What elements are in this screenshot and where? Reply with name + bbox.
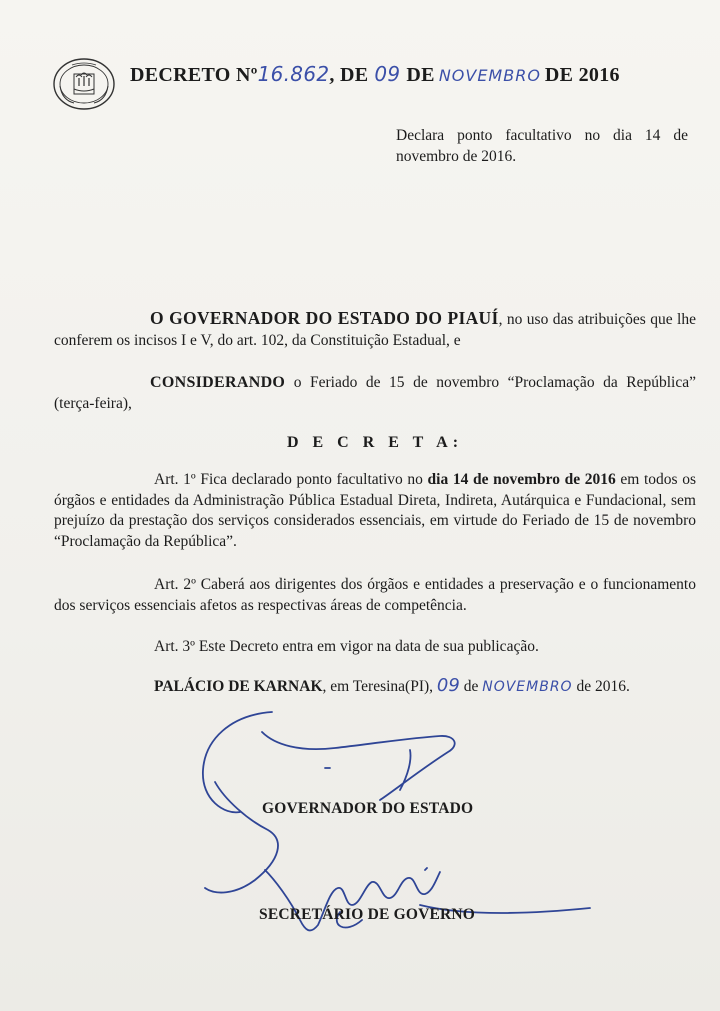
article-3 — [54, 637, 696, 658]
secretary-signature-label: SECRETÁRIO DE GOVERNO — [259, 906, 476, 923]
article-3-text: Art. 3º Este Decreto entra em vigor na data de sua publicação. — [154, 638, 539, 655]
closing-de1: de — [459, 678, 483, 695]
considerando-label: CONSIDERANDO — [150, 374, 286, 391]
state-seal-icon — [52, 56, 116, 112]
article-1-end: em todos os órgãos e entidades da Administração Pública Estadual Direta, Indireta, Autárquica e Fundacional, sem prejuízo da prestação dos serviços considerados essenciais, em virtude do Feriado de 15 de novembro “Proclamação da República”. — [54, 471, 696, 550]
closing-day-handwritten: 09 — [436, 675, 460, 696]
closing-month-handwritten: NOVEMBRO — [482, 679, 573, 695]
governor-title: O GOVERNADOR DO ESTADO DO PIAUÍ — [150, 308, 499, 328]
palace-name: PALÁCIO DE KARNAK — [154, 678, 323, 695]
closing-place: , em Teresina(PI), — [322, 678, 437, 695]
title-day-handwritten: 09 — [374, 62, 401, 86]
governor-signature-label: GOVERNADOR DO ESTADO — [262, 800, 474, 817]
preamble-paragraph — [54, 308, 696, 351]
article-1 — [54, 470, 696, 552]
decree-number-handwritten: 16.862 — [257, 62, 330, 86]
considerando-text: o Feriado de 15 de novembro “Proclamação da República” (terça-feira), — [54, 374, 696, 412]
article-2-text: Art. 2º Caberá aos dirigentes dos órgãos e entidades a preservação e o funcionamento dos serviços essenciais afetos as respectivas áreas de competência. — [54, 576, 696, 614]
title-month-handwritten: NOVEMBRO — [438, 66, 541, 85]
closing-paragraph — [54, 676, 696, 698]
preamble-text: , no uso das atribuições que lhe conferem os incisos I e V, do art. 102, da Constituição Estadual, e — [54, 311, 696, 349]
title-year: DE 2016 — [544, 64, 620, 86]
title-mid: , DE — [329, 64, 369, 86]
title-de: DE — [406, 64, 435, 86]
decreta-heading: D E C R E T A: — [286, 434, 464, 451]
ementa: Declara ponto facultativo no dia 14 de novembro de 2016. — [396, 127, 688, 165]
considerando-paragraph — [54, 373, 696, 414]
title-prefix: DECRETO Nº — [130, 64, 258, 86]
article-1-bold-date: dia 14 de novembro de 2016 — [427, 471, 616, 488]
article-2 — [54, 575, 696, 616]
closing-de2: de 2016. — [572, 678, 630, 695]
decree-title — [130, 62, 620, 87]
article-1-start: Art. 1º Fica declarado ponto facultativo no — [154, 471, 428, 488]
